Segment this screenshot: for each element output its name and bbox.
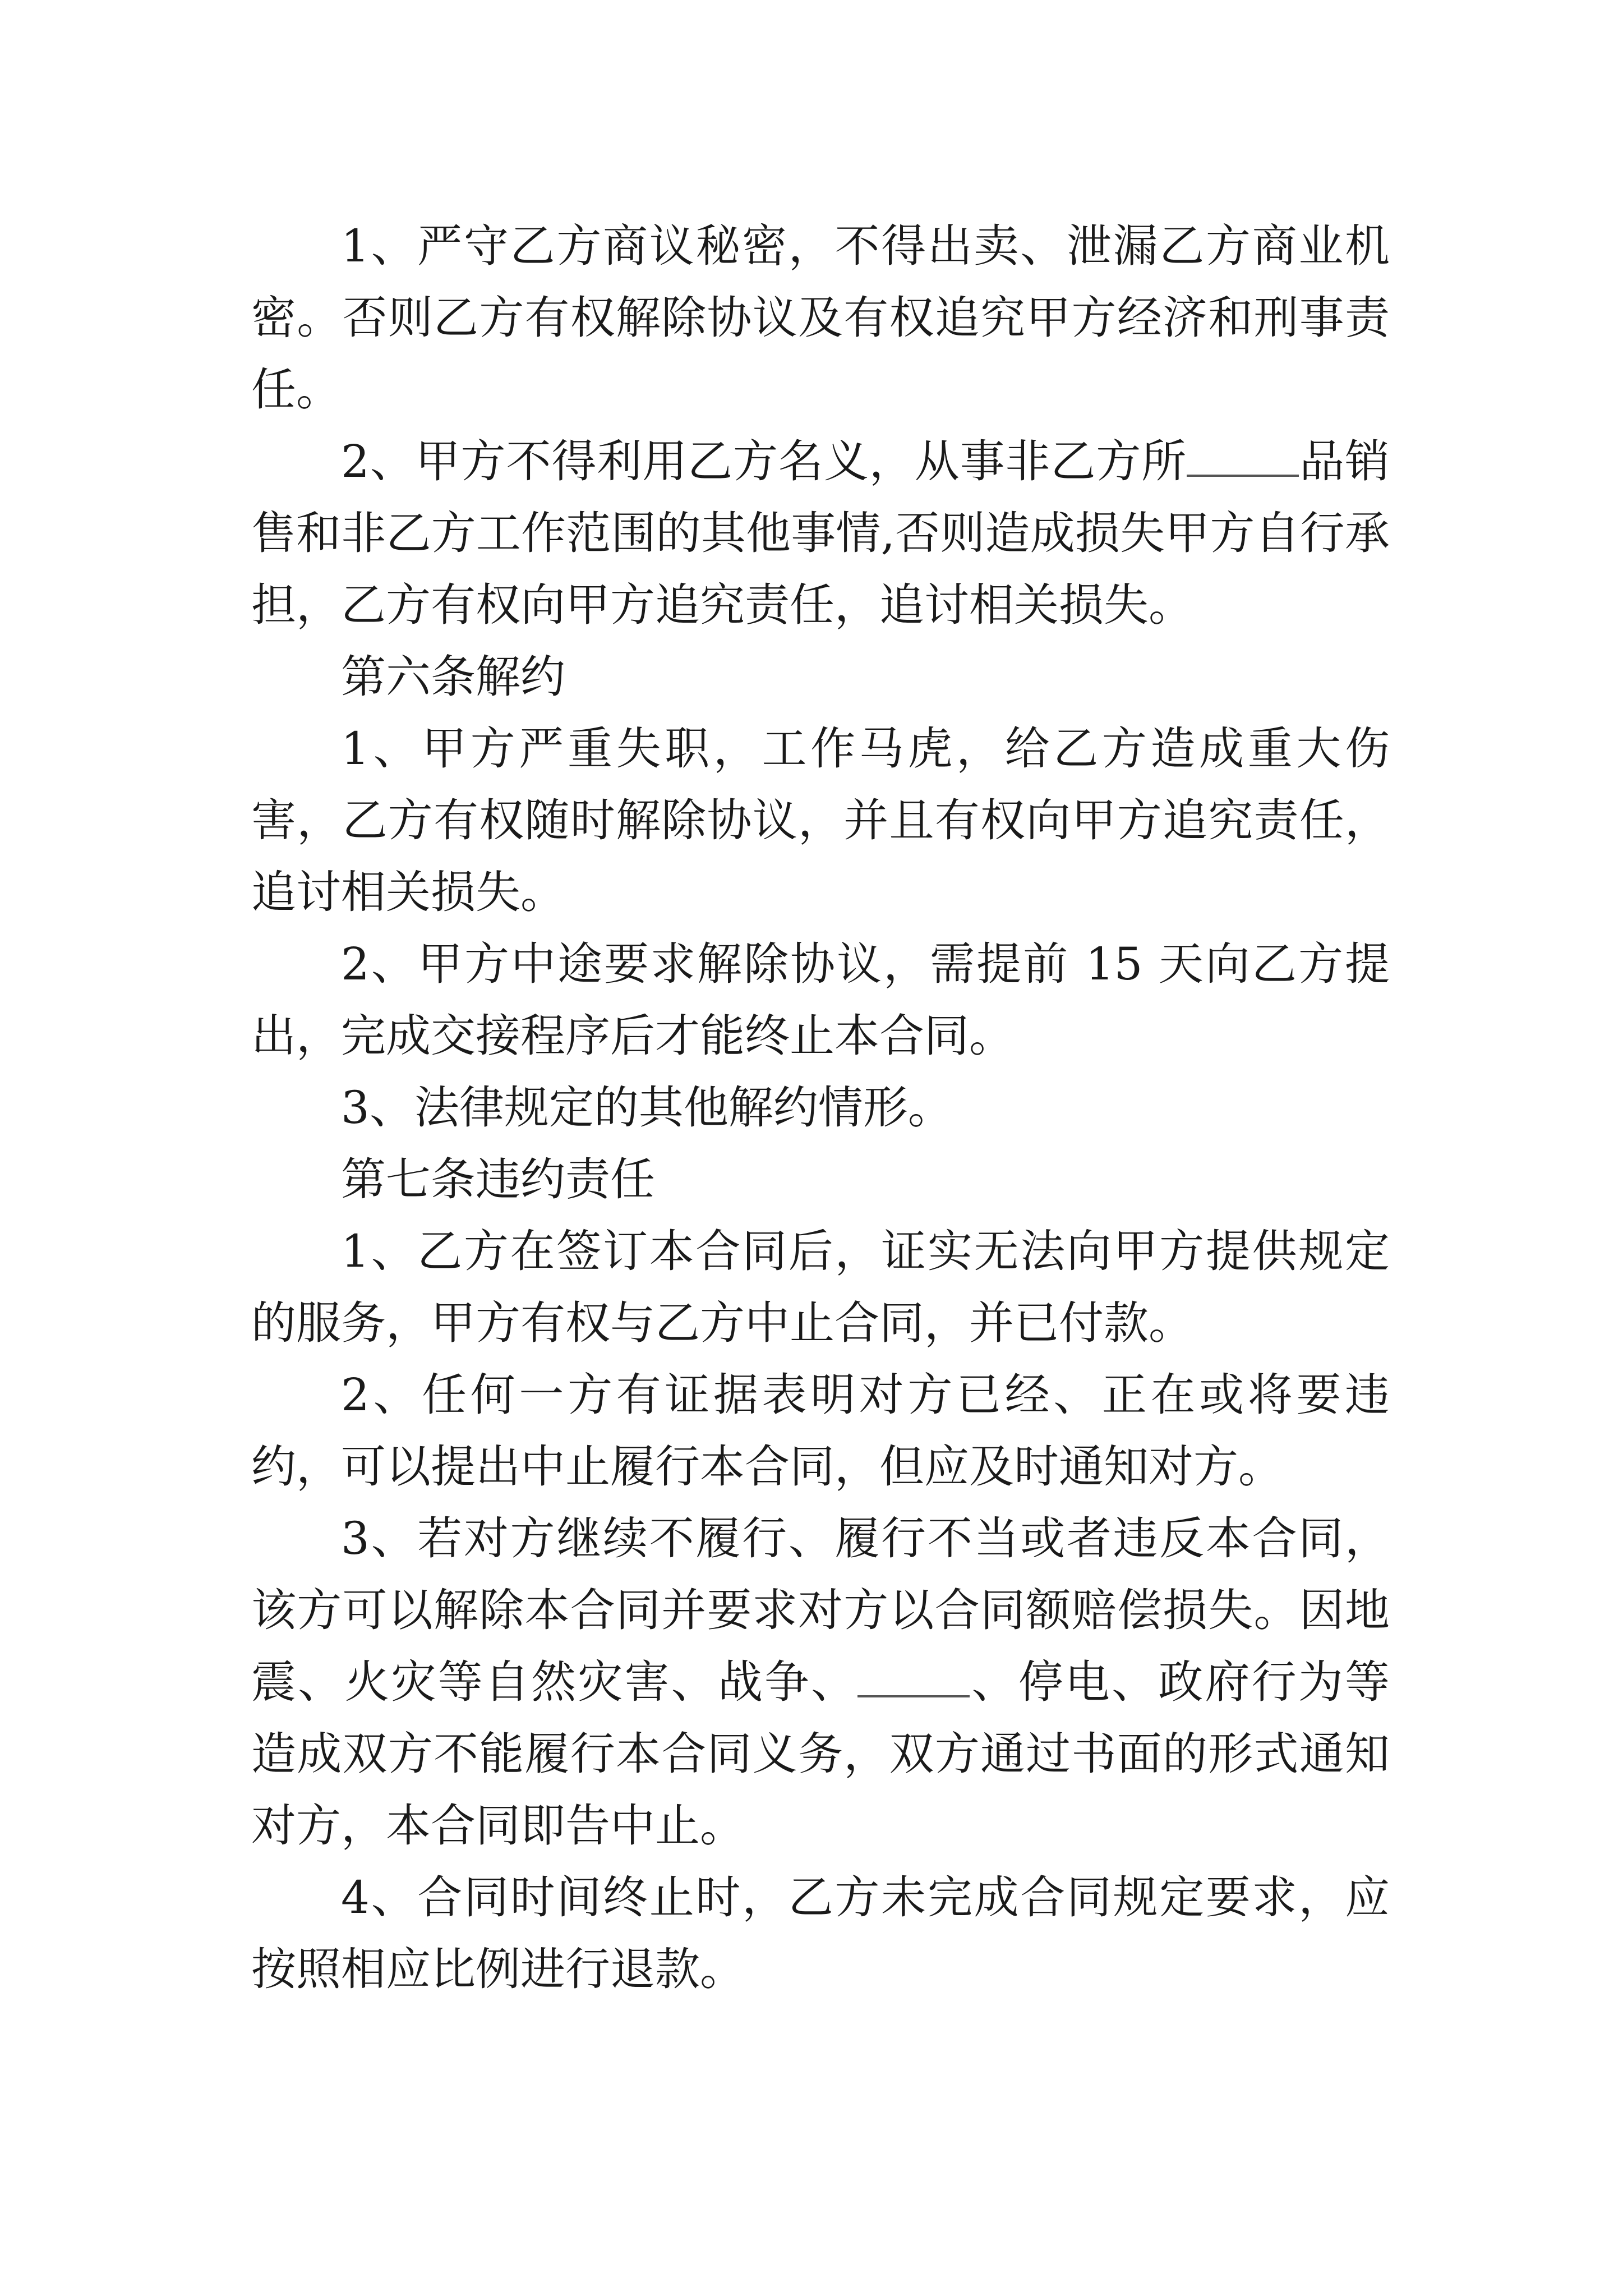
section-heading-termination: 第六条解约 <box>341 651 565 703</box>
clause-6-item-2: 2、甲方中途要求解除协议，需提前 15 天向乙方提出，完成交接程序后才能终止本合同。 <box>251 938 1390 1062</box>
clause-7-item-3-part-2: 、停电、政府行为等造成双方不能履行本合同义务，双方通过书面的形式通知对方，本合同即告中止。 <box>251 1656 1390 1852</box>
clause-5-item-2-part-1: 2、甲方不得利用乙方名义，从事非乙方所 <box>341 435 1187 487</box>
section-heading-breach-liability: 第七条违约责任 <box>341 1153 655 1205</box>
clause-7-item-2: 2、任何一方有证据表明对方已经、正在或将要违约，可以提出中止履行本合同，但应及时通知对方。 <box>251 1369 1390 1493</box>
clause-5-item-2 <box>251 426 1390 641</box>
fill-blank-force-majeure <box>857 1684 970 1697</box>
clause-5-item-2-part-2: 品销售和非乙方工作范围的其他事情,否则造成损失甲方自行承担，乙方有权向甲方追究责任，追讨相关损失。 <box>251 435 1390 631</box>
document-page <box>251 210 1390 2005</box>
clause-7-item-3 <box>251 1503 1390 1862</box>
clause-7-item-4: 4、合同时间终止时，乙方未完成合同规定要求，应按照相应比例进行退款。 <box>251 1871 1390 1995</box>
clause-6-item-1: 1、甲方严重失职，工作马虎，给乙方造成重大伤害，乙方有权随时解除协议，并且有权向甲方追究责任，追讨相关损失。 <box>251 723 1390 918</box>
clause-7-item-1: 1、乙方在签订本合同后，证实无法向甲方提供规定的服务，甲方有权与乙方中止合同，并已付款。 <box>251 1225 1390 1349</box>
clause-6-item-3: 3、法律规定的其他解约情形。 <box>341 1082 953 1134</box>
fill-blank-product <box>1187 463 1299 477</box>
clause-5-item-1: 1、严守乙方商议秘密，不得出卖、泄漏乙方商业机密。否则乙方有权解除协议及有权追究甲方经济和刑事责任。 <box>251 220 1390 416</box>
clause-7-item-3-part-1: 3、若对方继续不履行、履行不当或者违反本合同，该方可以解除本合同并要求对方以合同额赔偿损失。因地震、火灾等自然灾害、战争、 <box>251 1512 1390 1708</box>
